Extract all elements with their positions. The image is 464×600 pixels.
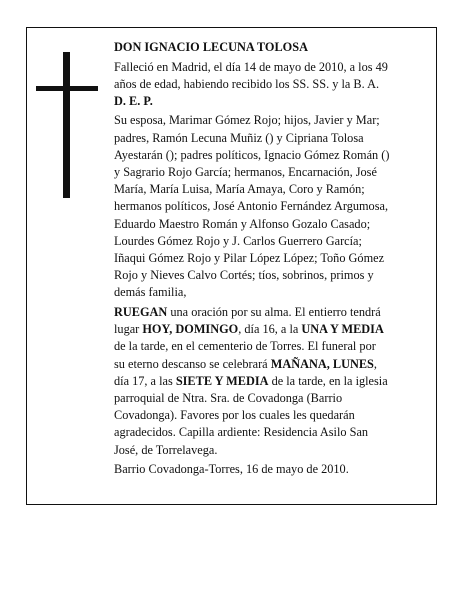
family-line: Iñaqui Gómez Rojo y Pilar López López; Toño Gómez <box>114 251 385 266</box>
place-date: Barrio Covadonga-Torres, 16 de mayo de 2010. <box>114 462 349 477</box>
request-line: parroquial de Ntra. Sra. de Covadonga (Barrio <box>114 390 343 405</box>
request-line: de la tarde, en el cementerio de Torres. El funeral por <box>114 339 376 354</box>
request-line: su eterno descanso se celebrará MAÑANA, LUNES, <box>114 356 377 371</box>
funeral-day: MAÑANA, LUNES <box>270 356 374 371</box>
family-line: Eduardo Maestro Román y Alfonso Gozalo Casado; <box>114 216 371 231</box>
death-line: Falleció en Madrid, el día 14 de mayo de 2010, a los 49 <box>114 59 388 74</box>
family-line: hermanos políticos, José Antonio Fernández Argumosa, <box>114 199 389 214</box>
family-line: demás familia, <box>114 285 187 300</box>
family-line: María, María Luisa, María Amaya, Coro y Ramón; <box>114 182 365 197</box>
family-line: padres, Ramón Lecuna Muñiz () y Cipriana Tolosa <box>114 130 364 145</box>
rip-mark: D. E. P. <box>114 93 153 108</box>
family-line: Rojo y Nieves Calvo Cortés; tíos, sobrinos, primos y <box>114 268 374 283</box>
request-line: día 17, a las SIETE Y MEDIA de la tarde, en la iglesia <box>114 373 388 388</box>
family-line: y Sagrario Rojo García; hermanos, Encarnación, José <box>114 165 377 180</box>
ruegan-label: RUEGAN <box>114 304 168 319</box>
deceased-name: DON IGNACIO LECUNA TOLOSA <box>114 40 308 54</box>
family-list <box>114 112 414 301</box>
burial-day: HOY, DOMINGO <box>142 322 239 337</box>
death-details <box>114 59 414 93</box>
cross-icon <box>36 52 98 198</box>
obituary-text <box>114 39 414 481</box>
death-line: años de edad, habiendo recibido los SS. SS. y la B. A. <box>114 76 380 91</box>
request-line: agradecidos. Capilla ardiente: Residencia Asilo San <box>114 425 369 440</box>
request-line: José, de Torrelavega. <box>114 442 218 457</box>
request-line: lugar HOY, DOMINGO, día 16, a la UNA Y MEDIA <box>114 322 384 337</box>
family-line: Su esposa, Marimar Gómez Rojo; hijos, Javier y Mar; <box>114 113 380 128</box>
family-line: Lourdes Gómez Rojo y J. Carlos Guerrero García; <box>114 233 362 248</box>
family-line: Ayestarán (); padres políticos, Ignacio Gómez Román () <box>114 147 390 162</box>
request-line: Covadonga). Favores por los cuales les quedarán <box>114 408 355 423</box>
funeral-time: SIETE Y MEDIA <box>175 373 269 388</box>
burial-time: UNA Y MEDIA <box>301 322 384 337</box>
request-line: RUEGAN una oración por su alma. El entierro tendrá <box>114 304 381 319</box>
prayer-request <box>114 304 414 459</box>
